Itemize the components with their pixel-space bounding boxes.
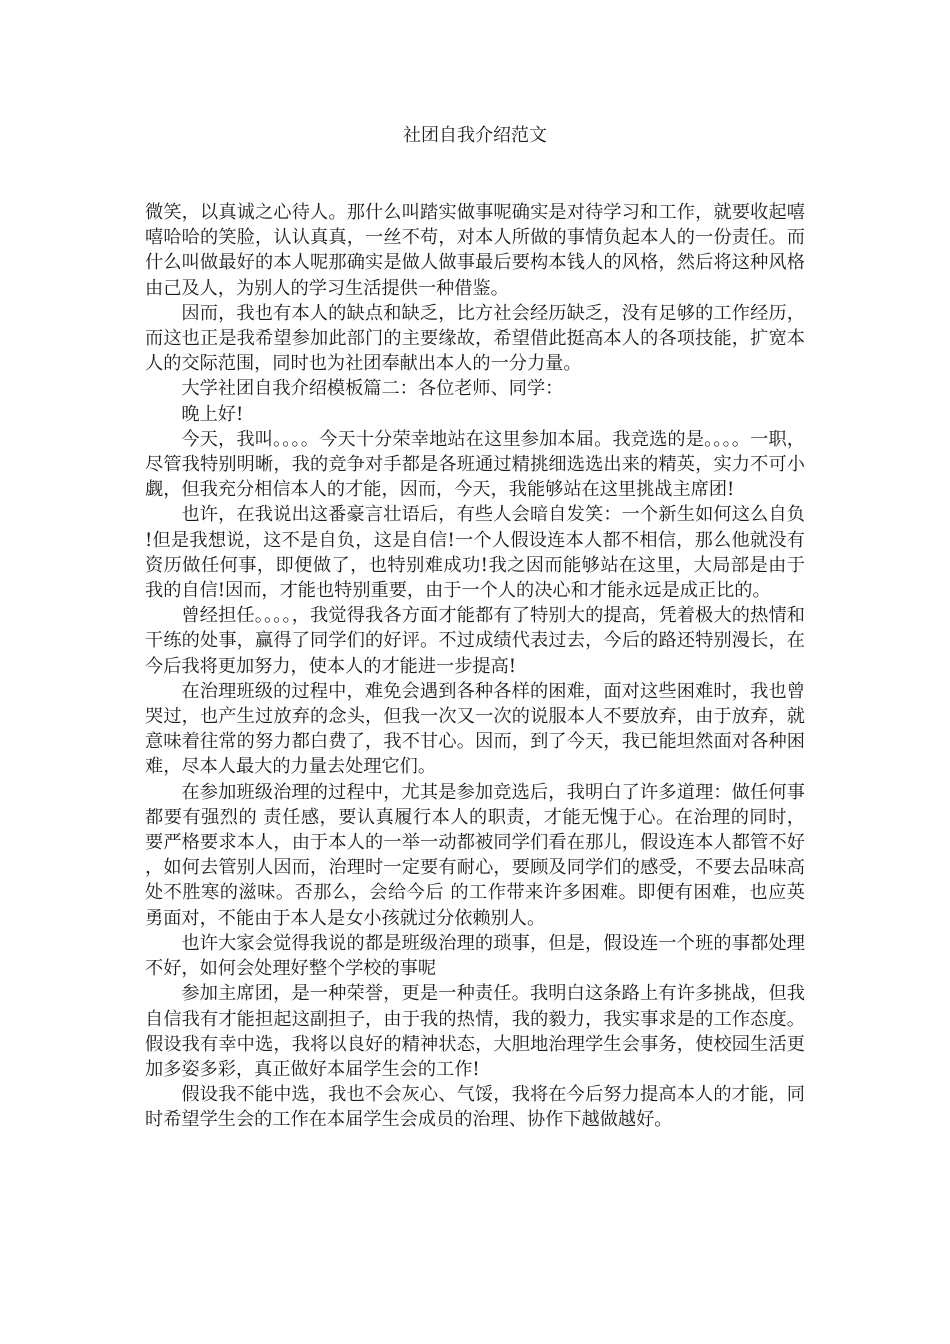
paragraph: 曾经担任。。。。，我觉得我各方面才能都有了特别大的提高，凭着极大的热情和干练的处事，赢得了同学们的好评。不过成绩代表过去，今后的路还特别漫长，在今后我将更加努力，使本人的才能进一步提高! (145, 605, 805, 677)
paragraph: 也许大家会觉得我说的都是班级治理的琐事，但是，假设连一个班的事都处理不好，如何会处理好整个学校的事呢 (145, 932, 805, 980)
paragraph: 假设我不能中选，我也不会灰心、气馁，我将在今后努力提高本人的才能，同时希望学生会的工作在本届学生会成员的治理、协作下越做越好。 (145, 1084, 805, 1131)
page-title: 社团自我介绍范文 (403, 125, 547, 146)
paragraph: 参加主席团，是一种荣誉，更是一种责任。我明白这条路上有许多挑战，但我自信我有才能担起这副担子，由于我的热情，我的毅力，我实事求是的工作态度。假设我有幸中选，我将以良好的精神状态，大胆地治理学生会事务，使校园生活更加多姿多彩，真正做好本届学生会的工作! (145, 983, 805, 1080)
paragraph: 晚上好! (181, 403, 244, 425)
paragraph: 因而，我也有本人的缺点和缺乏，比方社会经历缺乏，没有足够的工作经历，而这也正是我希望参加此部门的主要缘故，希望借此挺高本人的各项技能，扩宽本人的交际范围，同时也为社团奉献出本人的一分力量。 (145, 302, 805, 375)
paragraph: 今天，我叫。。。。今天十分荣幸地站在这里参加本届。我竞选的是。。。。一职，尽管我特别明晰，我的竞争对手都是各班通过精挑细选选出来的精英，实力不可小觑，但我充分相信本人的才能，因而，今天，我能够站在这里挑战主席团! (145, 428, 805, 501)
paragraph: 在治理班级的过程中，难免会遇到各种各样的困难，面对这些困难时，我也曾哭过，也产生过放弃的念头，但我一次又一次的说服本人不要放弃，由于放弃，就意味着往常的努力都白费了，我不甘心。因而，到了今天，我已能坦然面对各种困难，尽本人最大的力量去处理它们。 (145, 680, 805, 778)
paragraph: 微笑，以真诚之心待人。那什么叫踏实做事呢确实是对待学习和工作，就要收起嘻嘻哈哈的笑脸，认认真真，一丝不苟，对本人所做的事情负起本人的一份责任。而什么叫做最好的本人呢那确实是做人做事最后要构本钱人的风格，然后将这种风格由己及人，为别人的学习生活提供一种借鉴。 (145, 202, 805, 299)
paragraph: 大学社团自我介绍模板篇二：各位老师、同学： (181, 378, 564, 400)
document-body (145, 200, 805, 1133)
paragraph: 在参加班级治理的过程中，尤其是参加竞选后，我明白了许多道理：做任何事都要有强烈的 责任感，要认真履行本人的职责，才能无愧于心。在治理的同时，要严格要求本人，由于本人的一举一动都被同学们看在那儿，假设连本人都管不好，如何去管别人因而，治理时一定要有耐心，要顾及同学们的感受，不要去品味高处不胜寒的滋味。否那么，会给今后 的工作带来许多困难。即便有困难，也应英勇面对，不能由于本人是女小孩就过分依赖别人。 (145, 781, 805, 929)
paragraph: 也许，在我说出这番豪言壮语后，有些人会暗自发笑：一个新生如何这么自负!但是我想说，这不是自负，这是自信!一个人假设连本人都不相信，那么他就没有资历做任何事，即便做了，也特别难成功!我之因而能够站在这里，大局部是由于我的自信!因而，才能也特别重要，由于一个人的决心和才能永远是成正比的。 (145, 504, 805, 602)
